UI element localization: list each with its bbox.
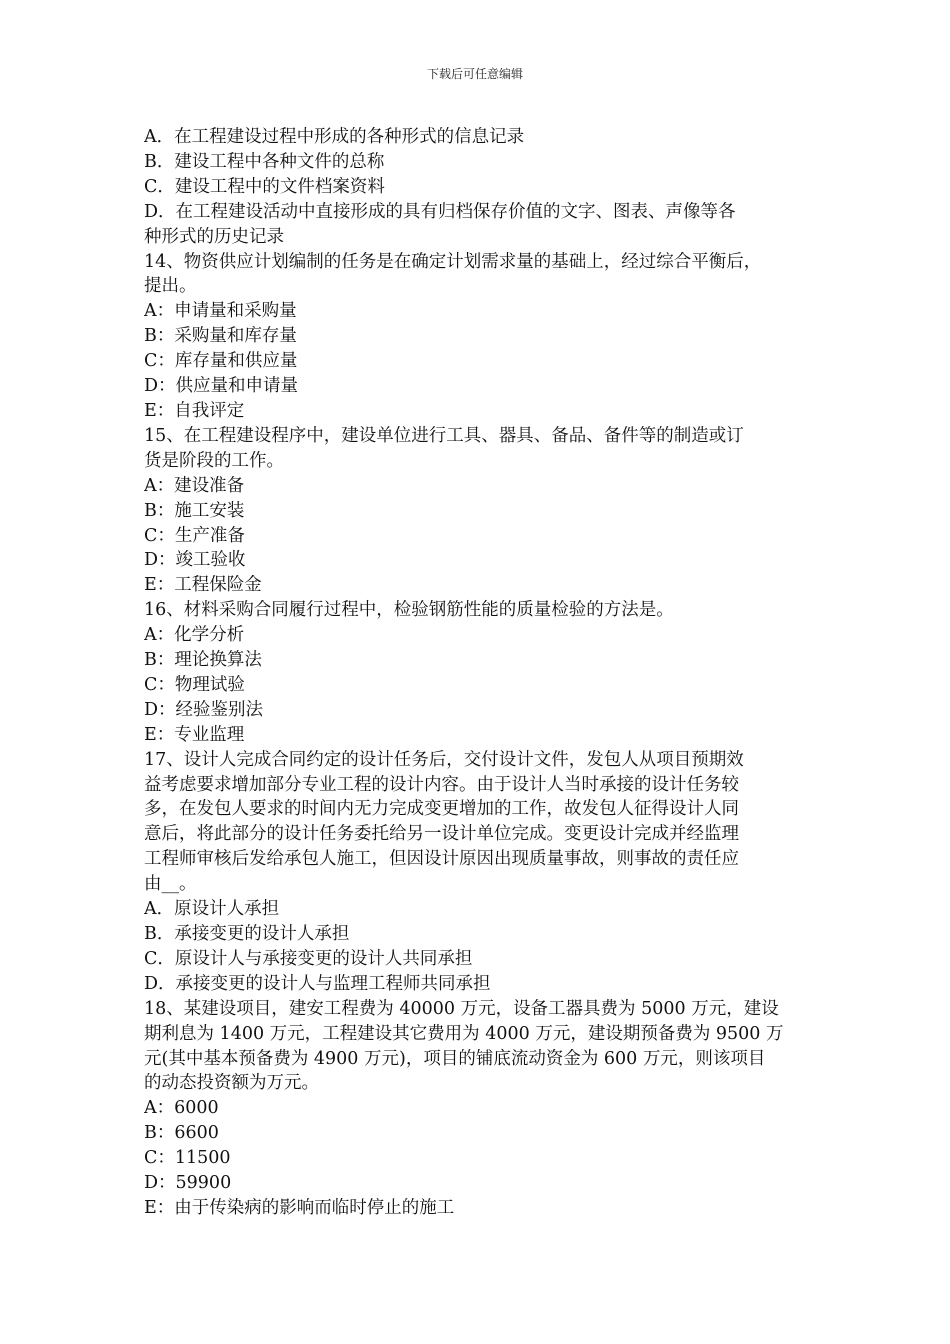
text-line: B：采购量和库存量: [144, 326, 297, 347]
text-line: 种形式的历史记录: [144, 226, 284, 247]
text-line: A：建设准备: [144, 475, 245, 496]
text-line: 货是阶段的工作。: [144, 450, 284, 471]
text-line: C：11500: [144, 1148, 231, 1169]
text-line: C．建设工程中的文件档案资料: [144, 176, 385, 197]
text-line: B：6600: [144, 1123, 219, 1144]
text-line: D．承接变更的设计人与监理工程师共同承担: [144, 973, 491, 994]
text-line: C．原设计人与承接变更的设计人共同承担: [144, 948, 473, 969]
text-line: A．原设计人承担: [144, 899, 280, 920]
text-line: D：竣工验收: [144, 550, 246, 571]
text-line: E：工程保险金: [144, 575, 262, 596]
text-line: 多，在发包人要求的时间内无力完成变更增加的工作，故发包人征得设计人同: [144, 799, 739, 820]
text-line: 益考虑要求增加部分专业工程的设计内容。由于设计人当时承接的设计任务较: [144, 774, 739, 795]
text-line: D：供应量和申请量: [144, 376, 299, 397]
text-line: 15、在工程建设程序中，建设单位进行工具、器具、备品、备件等的制造或订: [144, 425, 744, 446]
document-body: [144, 125, 816, 1221]
text-line: D：59900: [144, 1173, 232, 1194]
text-line: E：自我评定: [144, 400, 245, 421]
text-line: A．在工程建设过程中形成的各种形式的信息记录: [144, 127, 525, 147]
text-line: D．在工程建设活动中直接形成的具有归档保存价值的文字、图表、声像等各: [144, 201, 736, 222]
text-line: B：理论换算法: [144, 650, 262, 671]
text-line: B：施工安装: [144, 500, 245, 521]
page-header-note: 下载后可任意编辑: [426, 67, 523, 81]
text-line: E：由于传染病的影响而临时停止的施工: [144, 1197, 455, 1218]
text-line: A：化学分析: [144, 625, 245, 646]
text-line: D：经验鉴别法: [144, 699, 264, 720]
text-line: 期利息为 1400 万元，工程建设其它费用为 4000 万元，建设期预备费为 9500 万: [144, 1023, 784, 1044]
text-line: 工程师审核后发给承包人施工，但因设计原因出现质量事故，则事故的责任应: [144, 849, 739, 870]
text-line: A：6000: [144, 1098, 219, 1119]
text-line: C：生产准备: [144, 525, 245, 546]
text-line: E：专业监理: [144, 724, 245, 745]
text-line: 18、某建设项目，建安工程费为 40000 万元，设备工器具费为 5000 万元，建设: [144, 998, 779, 1019]
text-line: B．承接变更的设计人承担: [144, 924, 350, 944]
text-line: 提出。: [144, 276, 197, 297]
text-line: 意后，将此部分的设计任务委托给另一设计单位完成。变更设计完成并经监理: [144, 824, 739, 845]
text-line: C：物理试验: [144, 674, 245, 695]
text-line: A：申请量和采购量: [144, 301, 297, 322]
text-line: 的动态投资额为万元。: [144, 1073, 319, 1094]
text-line: 16、材料采购合同履行过程中，检验钢筋性能的质量检验的方法是。: [144, 600, 674, 621]
text-line: 17、设计人完成合同约定的设计任务后，交付设计文件，发包人从项目预期效: [144, 749, 744, 770]
text-line: B．建设工程中各种文件的总称: [144, 151, 385, 172]
text-line: 14、物资供应计划编制的任务是在确定计划需求量的基础上，经过综合平衡后，: [144, 251, 762, 272]
text-line: 元(其中基本预备费为 4900 万元)，项目的铺底流动资金为 600 万元，则该项目: [144, 1048, 766, 1069]
text-line: 由__。: [144, 874, 197, 895]
text-line: C：库存量和供应量: [144, 351, 298, 372]
